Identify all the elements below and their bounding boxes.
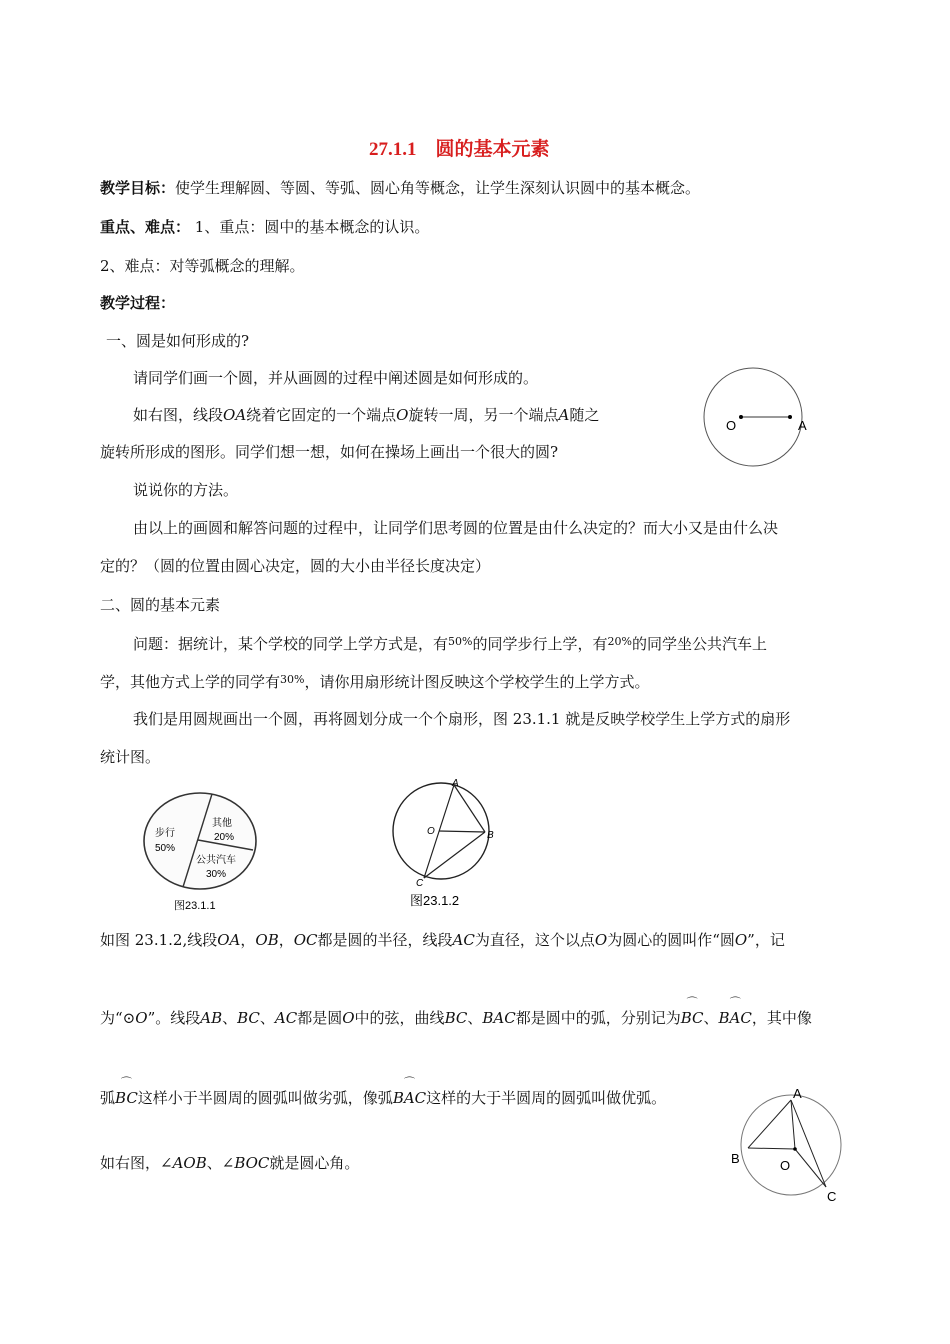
- arc-mark-icon: ⌒: [729, 996, 741, 1009]
- label-c: C: [416, 878, 424, 889]
- label-a: A: [798, 418, 807, 433]
- segment-oa: OA: [223, 406, 247, 424]
- angle-aob: AOB: [172, 1154, 207, 1172]
- keypoints-line: [100, 217, 429, 237]
- chord-ab: [748, 1100, 791, 1148]
- arc-label: BAC: [392, 1089, 427, 1107]
- point-o: O: [342, 1009, 355, 1027]
- text-run: 、∠: [206, 1154, 235, 1172]
- endpoint-dot: [788, 415, 792, 419]
- text-run: 问题：据统计，某个学校的同学上学方式是，有: [133, 635, 449, 653]
- separator: ，: [278, 931, 294, 949]
- label-a: A: [452, 778, 459, 789]
- arc-notation-bc: [115, 1076, 138, 1108]
- objectives-line: [100, 178, 700, 198]
- definition-para1: [100, 930, 785, 950]
- text-run: 这样的大于半圆周的圆弧叫做优弧。: [426, 1089, 667, 1107]
- curve-bac: BAC: [482, 1009, 516, 1027]
- separator: 、: [222, 1009, 238, 1027]
- point-o: O: [594, 931, 608, 949]
- keypoints-label: 重点、难点：: [100, 218, 191, 236]
- label-c: C: [827, 1189, 837, 1204]
- arc-mark-icon: ⌒: [120, 1076, 132, 1089]
- chord-ab: AB: [200, 1009, 223, 1027]
- text-run: ，请你用扇形统计图反映这个学校学生的上学方式。: [304, 673, 650, 691]
- text-run: 绕着它固定的一个端点: [246, 406, 397, 424]
- point-o: O: [396, 406, 409, 424]
- central-angle-figure: [725, 1083, 855, 1208]
- separator: 、: [259, 1009, 275, 1027]
- section1-para6: 定的？（圆的位置由圆心决定，圆的大小由半径长度决定）: [100, 557, 491, 575]
- section1-para2: [133, 405, 599, 425]
- text-run: 中的弦，曲线: [354, 1009, 445, 1027]
- segment-ob: OB: [255, 931, 279, 949]
- section1-para3: 旋转所形成的图形。同学们想一想，如何在操场上画出一个很大的圆?: [100, 443, 559, 461]
- arc-label: BC: [680, 1009, 704, 1027]
- point-o: O: [734, 931, 748, 949]
- text-run: 的同学坐公共汽车上: [631, 635, 767, 653]
- pie-walk-value: 50%: [155, 843, 176, 854]
- pie-bus-label: 公共汽车: [196, 855, 236, 866]
- section1-para5: 由以上的画圆和解答问题的过程中，让同学们思考圆的位置是由什么决定的？而大小又是由什么决: [133, 519, 779, 537]
- arc-label: BAC: [718, 1009, 752, 1027]
- text-run: 学，其他方式上学的同学有: [100, 673, 281, 691]
- pie-other-value: 20%: [214, 832, 235, 843]
- arc-mark-icon: ⌒: [403, 1076, 415, 1089]
- segment-oa: OA: [217, 931, 241, 949]
- definition-para3: [100, 1076, 667, 1108]
- objectives-text: 使学生理解圆、等圆、等弧、圆心角等概念，让学生深刻认识圆中的基本概念。: [175, 179, 701, 197]
- text-run: 随之: [569, 406, 600, 424]
- radius-ob: [439, 831, 485, 832]
- section2-para2: [100, 670, 649, 692]
- process-label: 教学过程：: [100, 294, 176, 312]
- text-run: 旋转一周，另一个端点: [408, 406, 559, 424]
- chord-ac: [791, 1100, 826, 1187]
- center-dot: [793, 1147, 797, 1151]
- text-run: 都是圆的半径，线段: [317, 931, 453, 949]
- definition-para2: [100, 996, 812, 1028]
- text-run: 如右图，∠: [100, 1154, 173, 1172]
- difficulty-line: 2、难点：对等弧概念的理解。: [100, 257, 305, 275]
- label-b: B: [487, 830, 494, 841]
- section2-para3: 我们是用圆规画出一个圆，再将圆划分成一个个扇形，图 23.1.1 就是反映学校学生上学方式的扇形: [133, 710, 791, 728]
- circle-oa-figure: [688, 366, 824, 470]
- section1-para1: 请同学们画一个圆，并从画圆的过程中阐述圆是如何形成的。: [133, 369, 539, 387]
- arc-mark-icon: ⌒: [686, 996, 698, 1009]
- text-run: 都是圆: [297, 1009, 343, 1027]
- segment-ac: AC: [452, 931, 475, 949]
- label-b: B: [731, 1151, 740, 1166]
- text-run: 如右图，线段: [133, 406, 224, 424]
- section2-para4: 统计图。: [100, 748, 161, 766]
- definition-para4: [100, 1153, 359, 1173]
- point-o: O: [135, 1009, 148, 1027]
- figure-caption: 图23.1.2: [410, 893, 460, 908]
- text-run: 如图 23.1.2,线段: [100, 931, 218, 949]
- section1-heading: 一、圆是如何形成的?: [106, 332, 250, 350]
- pie-walk-label: 步行: [155, 828, 175, 839]
- circle-abc-figure: [388, 778, 508, 913]
- point-a: A: [558, 406, 570, 424]
- pie-bus-value: 30%: [206, 869, 227, 880]
- angle-boc: BOC: [234, 1154, 270, 1172]
- text-run: 为“⊙: [100, 1009, 136, 1027]
- chord-bc: [424, 832, 485, 878]
- pie-caption: 图23.1.1: [174, 900, 216, 912]
- radius-oc: [795, 1149, 826, 1187]
- pie-other-label: 其他: [212, 818, 232, 829]
- text-run: 都是圆中的弧，分别记为: [515, 1009, 681, 1027]
- percent-50: 50%: [448, 635, 473, 648]
- separator: 、: [703, 1009, 719, 1027]
- text-run: 为圆心的圆叫作“圆: [607, 931, 735, 949]
- circle-outline: [741, 1095, 841, 1195]
- curve-bc: BC: [444, 1009, 468, 1027]
- text-run: ”，记: [747, 931, 785, 949]
- chord-bc: BC: [237, 1009, 260, 1027]
- label-o: O: [427, 826, 435, 837]
- text-run: ，其中像: [751, 1009, 812, 1027]
- page-title: 27.1.1 圆的基本元素: [369, 139, 550, 160]
- segment-oc: OC: [293, 931, 318, 949]
- objectives-label: 教学目标：: [100, 179, 176, 197]
- arc-label: BC: [115, 1089, 138, 1107]
- arc-notation-bac: [392, 1076, 427, 1108]
- text-run: 就是圆心角。: [269, 1154, 360, 1172]
- arc-notation-bc: [680, 996, 704, 1028]
- arc-notation-bac: [718, 996, 752, 1028]
- separator: 、: [467, 1009, 483, 1027]
- text-run: 这样小于半圆周的圆弧叫做劣弧，像弧: [137, 1089, 393, 1107]
- label-o: O: [726, 418, 737, 433]
- chord-ac: AC: [274, 1009, 298, 1027]
- keypoints-text: 1、重点：圆中的基本概念的认识。: [190, 218, 430, 236]
- text-run: 为直径，这个以点: [474, 931, 595, 949]
- text-run: 弧: [100, 1089, 116, 1107]
- text-run: ”。线段: [147, 1009, 201, 1027]
- section2-heading: 二、圆的基本元素: [100, 596, 221, 614]
- section1-para4: 说说你的方法。: [133, 481, 239, 499]
- section2-para1: [133, 632, 767, 654]
- percent-30: 30%: [280, 673, 305, 686]
- separator: ，: [240, 931, 256, 949]
- label-o: O: [780, 1158, 791, 1173]
- text-run: 的同学步行上学，有: [472, 635, 608, 653]
- center-dot: [739, 415, 743, 419]
- radius-ob: [748, 1148, 795, 1149]
- label-a: A: [793, 1086, 802, 1101]
- pie-chart-figure: [140, 792, 270, 917]
- percent-20: 20%: [607, 635, 632, 648]
